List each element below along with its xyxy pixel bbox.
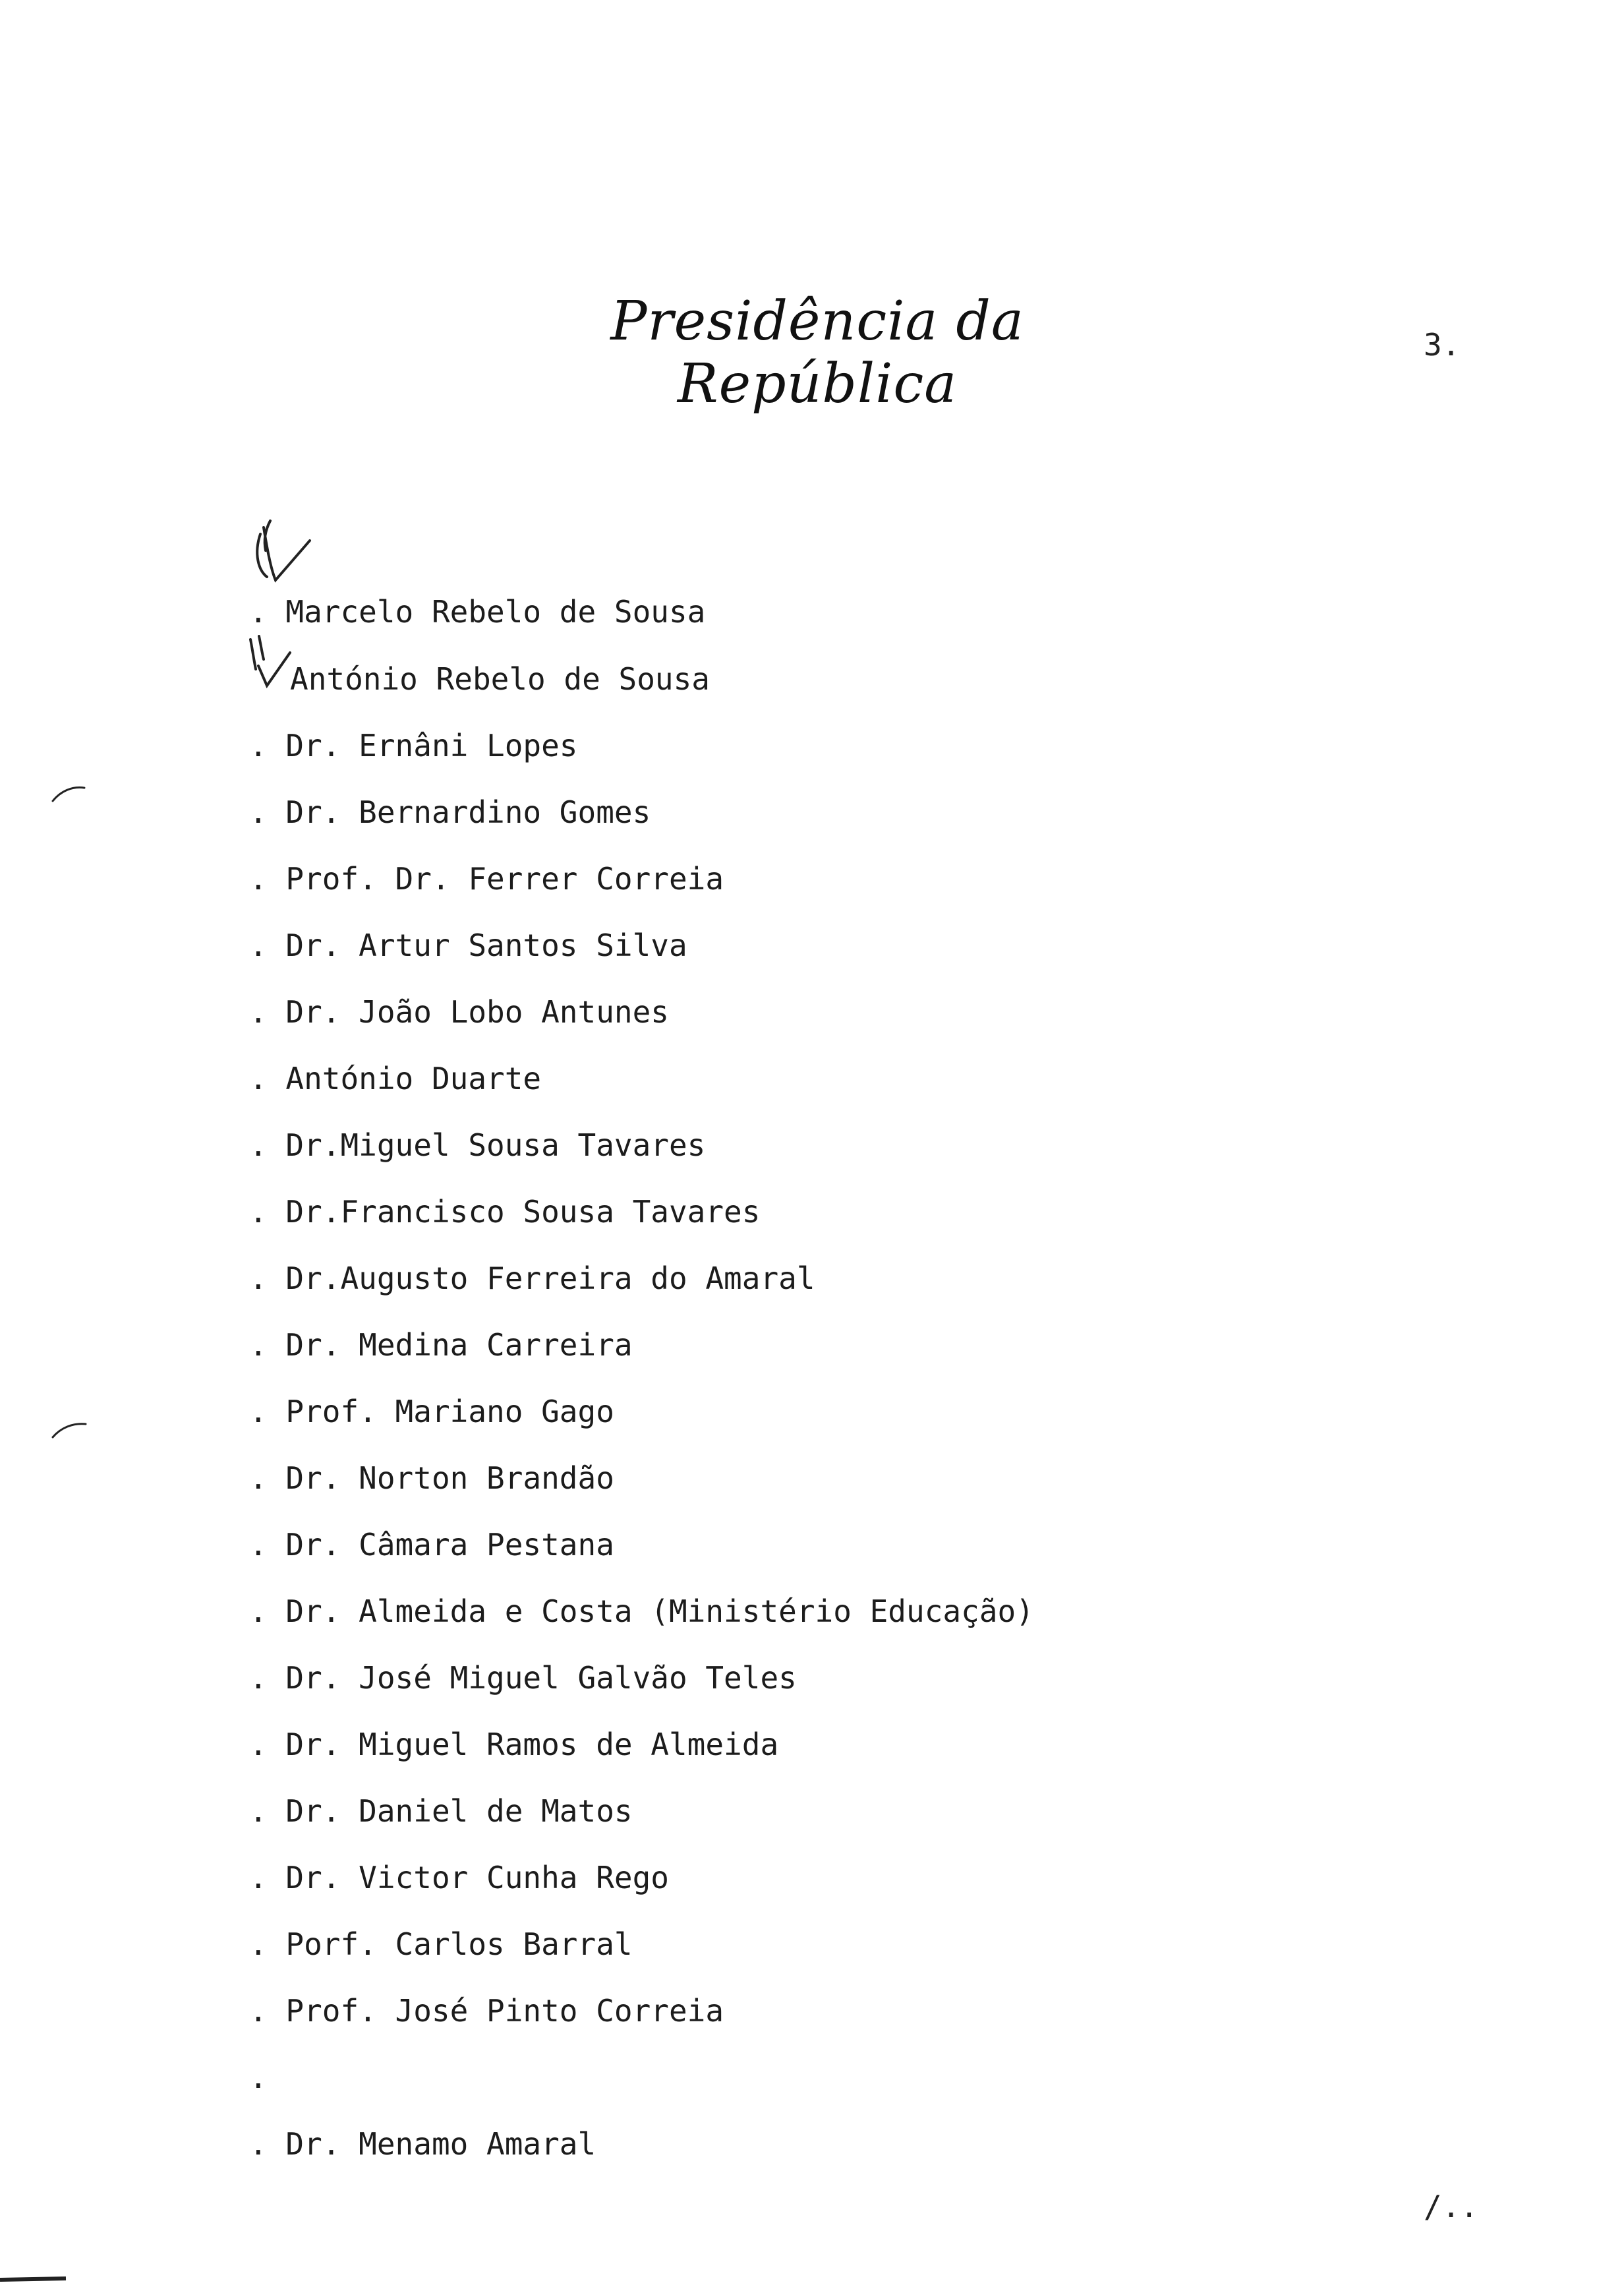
list-item: . Dr. Daniel de Matos [249, 1793, 633, 1829]
list-item: . Dr.Miguel Sousa Tavares [249, 1127, 706, 1163]
list-item: . Dr. Norton Brandão [249, 1460, 614, 1496]
list-item: . [249, 2060, 268, 2095]
list-item: . Dr. Almeida e Costa (Ministério Educação) [249, 1593, 1034, 1629]
list-item: . Dr. Victor Cunha Rego [249, 1860, 669, 1895]
margin-mark-icon [53, 1424, 86, 1437]
list-item: . Dr. Câmara Pestana [249, 1527, 614, 1562]
list-item: . Dr. Menamo Amaral [249, 2126, 596, 2162]
list-item: . Dr.Francisco Sousa Tavares [249, 1194, 761, 1230]
scan-edge-mark [0, 2278, 66, 2280]
list-item: . Dr. Ernâni Lopes [249, 728, 578, 763]
list-item: . Dr. Miguel Ramos de Almeida [249, 1727, 779, 1762]
list-item: . António Duarte [249, 1061, 542, 1096]
list-item: . Dr. Bernardino Gomes [249, 794, 651, 830]
list-item: . Dr. Medina Carreira [249, 1327, 633, 1363]
list-item: . Prof. Mariano Gago [249, 1394, 614, 1429]
letterhead: Presidência da República [610, 290, 1024, 415]
list-item: . Marcelo Rebelo de Sousa [249, 594, 706, 630]
margin-mark-icon [53, 787, 84, 801]
continuation-mark: /.. [1424, 2189, 1479, 2224]
list-item: . Prof. José Pinto Correia [249, 1993, 724, 2029]
page-number: 3. [1424, 327, 1461, 363]
list-item: . Dr. José Miguel Galvão Teles [249, 1660, 797, 1696]
list-item: António Rebelo de Sousa [290, 661, 710, 697]
check-mark-icon [257, 521, 310, 580]
list-item: . Dr. Artur Santos Silva [249, 928, 687, 963]
list-item: . Dr.Augusto Ferreira do Amaral [249, 1261, 815, 1296]
check-mark-icon [250, 636, 290, 686]
list-item: . Prof. Dr. Ferrer Correia [249, 861, 724, 897]
list-item: . Porf. Carlos Barral [249, 1926, 633, 1962]
list-item: . Dr. João Lobo Antunes [249, 994, 669, 1030]
